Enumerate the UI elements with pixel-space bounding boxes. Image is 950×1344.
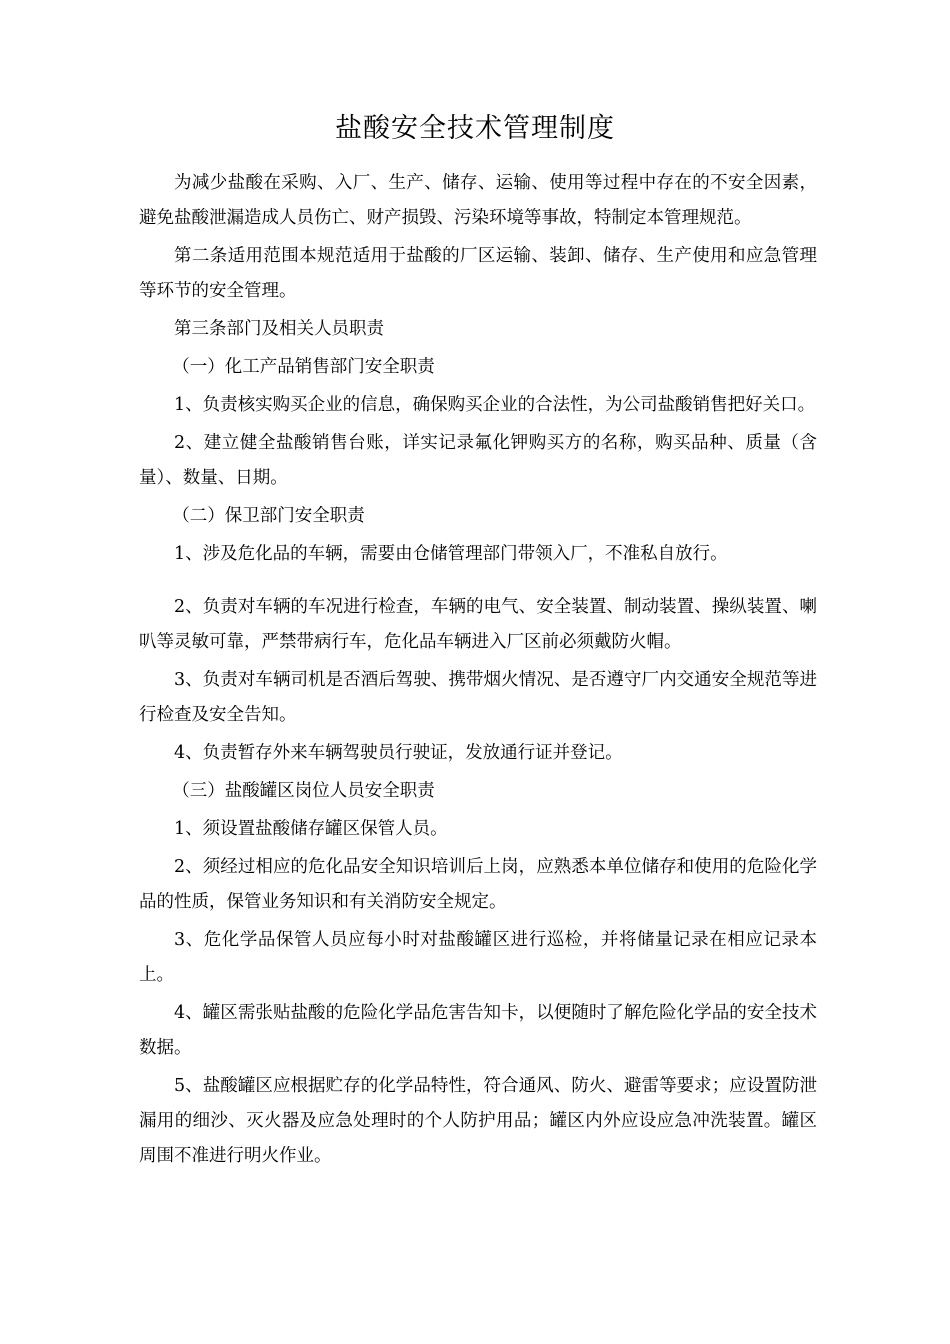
article-3-heading: 第三条部门及相关人员职责 <box>174 319 384 339</box>
intro-paragraph: 为减少盐酸在采购、入厂、生产、储存、运输、使用等过程中存在的不安全因素，避免盐酸泄漏造成人员伤亡、财产损毁、污染环境等事故，特制定本管理规范。 <box>139 173 817 228</box>
section-3-item-3: 3、危化学品保管人员应每小时对盐酸罐区进行巡检，并将储量记录在相应记录本上。 <box>139 930 817 985</box>
document-body <box>139 166 817 1177</box>
section-1-item-1: 1、负责核实购买企业的信息，确保购买企业的合法性，为公司盐酸销售把好关口。 <box>174 395 816 415</box>
section-3-item-1: 1、须设置盐酸储存罐区保管人员。 <box>174 819 448 839</box>
section-2-item-3: 3、负责对车辆司机是否酒后驾驶、携带烟火情况、是否遵守厂内交通安全规范等进行检查及安全告知。 <box>139 670 817 725</box>
section-3-item-4: 4、罐区需张贴盐酸的危险化学品危害告知卡，以便随时了解危险化学品的安全技术数据。 <box>139 1003 817 1058</box>
section-2-heading: （二）保卫部门安全职责 <box>172 506 365 526</box>
section-1-item-2: 2、建立健全盐酸销售台账，详实记录氟化钾购买方的名称，购买品种、质量（含量）、数量、日期。 <box>139 433 817 488</box>
section-1-heading: （一）化工产品销售部门安全职责 <box>172 357 435 377</box>
section-2-item-1: 1、涉及危化品的车辆，需要由仓储管理部门带领入厂，不准私自放行。 <box>174 544 728 564</box>
section-2-item-4: 4、负责暂存外来车辆驾驶员行驶证，发放通行证并登记。 <box>174 743 623 763</box>
section-3-heading: （三）盐酸罐区岗位人员安全职责 <box>172 781 435 801</box>
section-3-item-5: 5、盐酸罐区应根据贮存的化学品特性，符合通风、防火、避雷等要求；应设置防泄漏用的细沙、灭火器及应急处理时的个人防护用品；罐区内外应设应急冲洗装置。罐区周围不准进行明火作业。 <box>139 1076 817 1166</box>
section-2-item-2: 2、负责对车辆的车况进行检查，车辆的电气、安全装置、制动装置、操纵装置、喇叭等灵敏可靠，严禁带病行车，危化品车辆进入厂区前必须戴防火帽。 <box>139 597 817 652</box>
section-3-item-2: 2、须经过相应的危化品安全知识培训后上岗，应熟悉本单位储存和使用的危险化学品的性质，保管业务知识和有关消防安全规定。 <box>139 857 817 912</box>
document-title: 盐酸安全技术管理制度 <box>335 113 615 144</box>
article-2-paragraph: 第二条适用范围本规范适用于盐酸的厂区运输、装卸、储存、生产使用和应急管理等环节的安全管理。 <box>139 246 817 301</box>
